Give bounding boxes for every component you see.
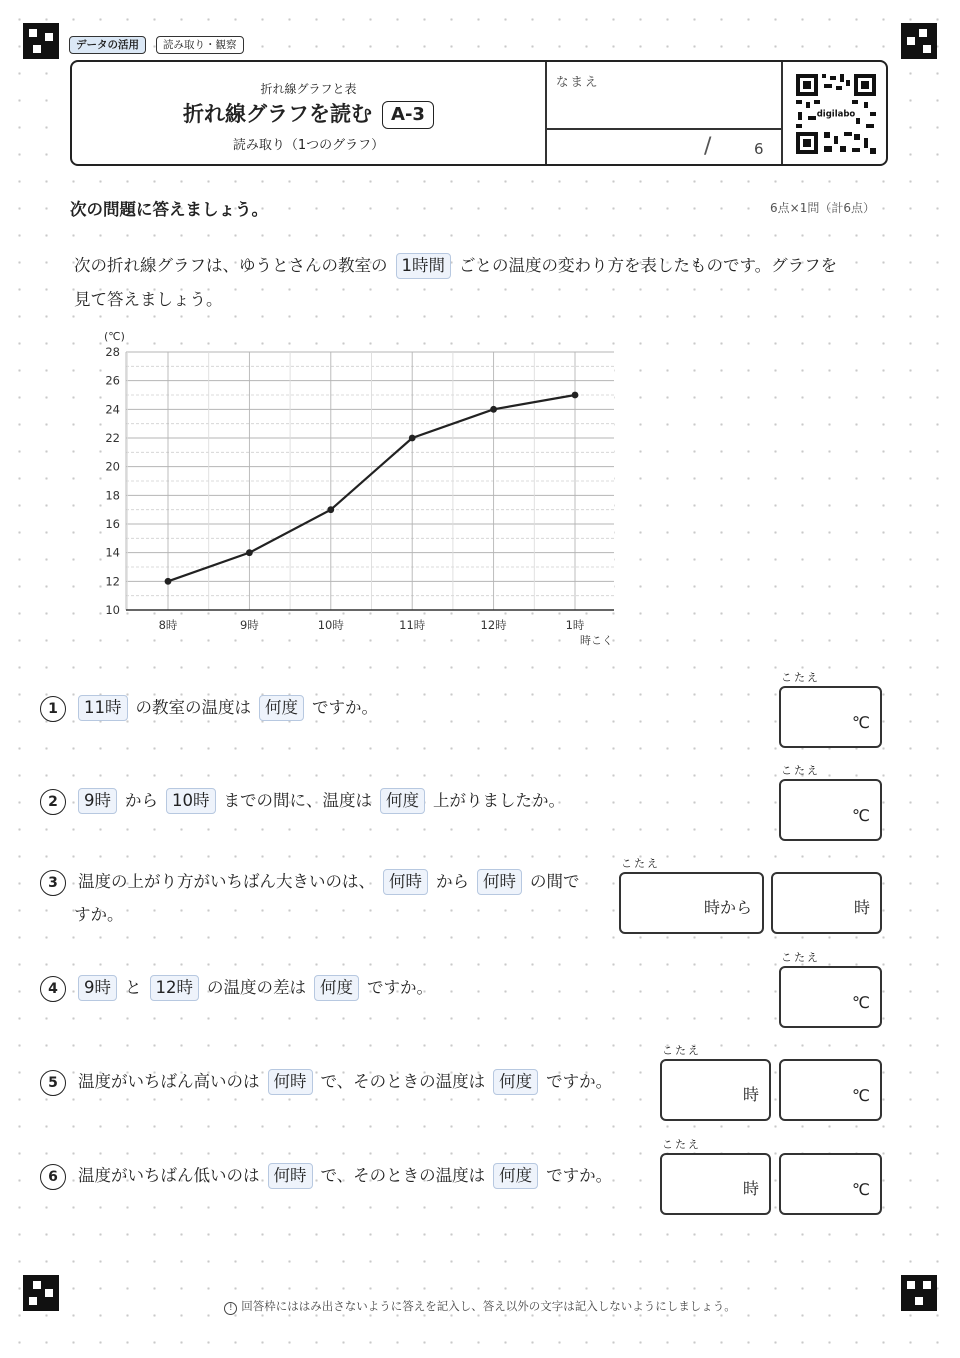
question-text-part: から	[436, 872, 469, 891]
category-tag: データの活用	[69, 36, 146, 54]
page-title-text: 折れ線グラフを読む	[183, 102, 373, 126]
y-tick-label: 12	[105, 574, 120, 589]
question-text-part: までの間に、温度は	[223, 791, 372, 810]
answer-unit: ℃	[852, 713, 870, 732]
question-keyword: 10時	[166, 788, 216, 814]
points-note: 6点×1問（計6点）	[770, 201, 875, 215]
question-text-part: 上がりましたか。	[433, 791, 565, 810]
y-tick-label: 14	[105, 545, 120, 560]
question-keyword: 何度	[314, 975, 359, 1001]
answer-label: こたえ	[621, 857, 660, 870]
intro-line2: 見て答えましょう。	[74, 290, 223, 309]
x-tick-label: 12時	[480, 618, 507, 632]
answer-box[interactable]	[779, 966, 882, 1028]
question-keyword: 何時	[477, 869, 522, 895]
answer-unit: 時	[742, 1085, 759, 1104]
question-number: 6	[40, 1164, 66, 1190]
question-keyword: 何度	[493, 1069, 538, 1095]
line-chart	[98, 326, 628, 650]
header-subtitle: 折れ線グラフと表	[260, 82, 357, 96]
question-text-part: ですか。	[367, 978, 433, 997]
score-total: 6	[754, 140, 764, 158]
name-label: なまえ	[556, 74, 600, 89]
question-number: 2	[40, 789, 66, 815]
intro-text-2: ごとの温度の変わり方を表したものです。グラフを	[459, 256, 838, 275]
question-text-part: 温度がいちばん低いのは	[78, 1166, 260, 1185]
corner-marker-top-right	[901, 23, 937, 59]
x-axis-label: 時こく	[580, 634, 613, 647]
question-text-part: で、そのときの温度は	[320, 1166, 486, 1185]
answer-unit: ℃	[852, 1086, 870, 1105]
header-subtitle2: 読み取り（1つのグラフ）	[232, 138, 385, 153]
x-tick-label: 11時	[399, 618, 426, 632]
question-text-part: の温度の差は	[207, 978, 306, 997]
question-text-part: ですか。	[546, 1166, 613, 1185]
data-point	[327, 506, 334, 513]
answer-box[interactable]	[779, 686, 882, 748]
question-keyword: 何時	[268, 1069, 313, 1095]
question-keyword: 12時	[150, 975, 200, 1001]
footer-note	[0, 1298, 960, 1315]
question-number: 1	[40, 696, 66, 722]
footer-text: 回答枠にははみ出さないように答えを記入し、答え以外の文字は記入しないようにしましょう。	[241, 1299, 736, 1313]
question-number: 3	[40, 870, 66, 896]
question-text	[74, 691, 382, 724]
question-text-part: で、そのときの温度は	[320, 1072, 486, 1091]
question-keyword: 何度	[493, 1163, 538, 1189]
question-text	[74, 784, 569, 817]
question-text-part: の間で	[530, 872, 580, 891]
corner-marker-top-left	[23, 23, 59, 59]
question-text-part: と	[125, 978, 142, 997]
y-tick-label: 20	[105, 459, 120, 474]
qr-code	[794, 72, 878, 156]
answer-box[interactable]	[619, 872, 764, 934]
skill-tag: 読み取り・観察	[156, 36, 244, 54]
y-tick-label: 22	[105, 431, 120, 445]
x-tick-label: 10時	[317, 618, 344, 632]
answer-unit: ℃	[852, 1180, 870, 1199]
y-tick-label: 10	[105, 603, 120, 617]
data-point	[246, 549, 253, 556]
question-keyword: 何時	[268, 1163, 313, 1189]
question-text-part: ですか。	[546, 1072, 613, 1091]
question-text	[74, 1065, 616, 1098]
score-slash: /	[704, 134, 712, 159]
intro-line1	[74, 252, 837, 280]
question-text-part: ですか。	[312, 698, 378, 717]
answer-unit: ℃	[852, 993, 870, 1012]
intro-keyword: 1時間	[396, 253, 452, 279]
worksheet-header	[70, 60, 888, 166]
info-icon: !	[224, 1302, 237, 1315]
name-field[interactable]	[548, 92, 778, 126]
question-text	[74, 1159, 616, 1192]
answer-box[interactable]	[771, 872, 882, 934]
question-text-part: 温度がいちばん高いのは	[78, 1072, 260, 1091]
answer-unit: 時	[742, 1179, 759, 1198]
x-tick-label: 1時	[565, 618, 585, 632]
answer-box[interactable]	[660, 1059, 771, 1121]
question-number: 4	[40, 976, 66, 1002]
page-title	[72, 98, 545, 129]
y-tick-label: 28	[105, 345, 120, 359]
question-keyword: 何時	[383, 869, 428, 895]
question-keyword: 9時	[78, 788, 117, 814]
qr-label: digilabo	[816, 109, 856, 120]
question-text-line2: すか。	[74, 905, 124, 924]
answer-label: こたえ	[662, 1044, 701, 1057]
x-tick-label: 8時	[158, 618, 178, 632]
answer-label: こたえ	[781, 671, 820, 684]
answer-label: こたえ	[662, 1138, 701, 1151]
level-badge: A-3	[382, 101, 434, 129]
answer-box[interactable]	[779, 1153, 882, 1215]
data-point	[490, 406, 497, 413]
question-keyword: 11時	[78, 695, 128, 721]
question-text	[74, 971, 437, 1004]
question-text-part: の教室の温度は	[135, 698, 251, 717]
intro-text-1: 次の折れ線グラフは、ゆうとさんの教室の	[74, 256, 388, 275]
answer-box[interactable]	[779, 1059, 882, 1121]
y-tick-label: 26	[105, 373, 120, 388]
answer-unit: ℃	[852, 806, 870, 825]
y-tick-label: 24	[105, 402, 120, 417]
x-tick-label: 9時	[239, 618, 259, 632]
answer-box[interactable]	[660, 1153, 771, 1215]
instruction: 次の問題に答えましょう。	[70, 200, 268, 219]
question-keyword: 何度	[380, 788, 425, 814]
question-keyword: 何度	[259, 695, 304, 721]
data-point	[409, 435, 416, 442]
y-axis-label: (℃)	[104, 330, 125, 343]
answer-label: こたえ	[781, 764, 820, 777]
question-text	[74, 865, 584, 931]
question-number: 5	[40, 1070, 66, 1096]
question-keyword: 9時	[78, 975, 117, 1001]
data-point	[165, 578, 172, 585]
data-point	[572, 392, 579, 399]
y-tick-label: 16	[105, 517, 120, 531]
answer-unit: 時	[853, 898, 870, 917]
y-tick-label: 18	[105, 488, 120, 503]
answer-label: こたえ	[781, 951, 820, 964]
answer-box[interactable]	[779, 779, 882, 841]
question-text-part: 温度の上がり方がいちばん大きいのは、	[78, 872, 375, 891]
answer-unit: 時から	[703, 898, 752, 917]
question-text-part: から	[125, 791, 158, 810]
